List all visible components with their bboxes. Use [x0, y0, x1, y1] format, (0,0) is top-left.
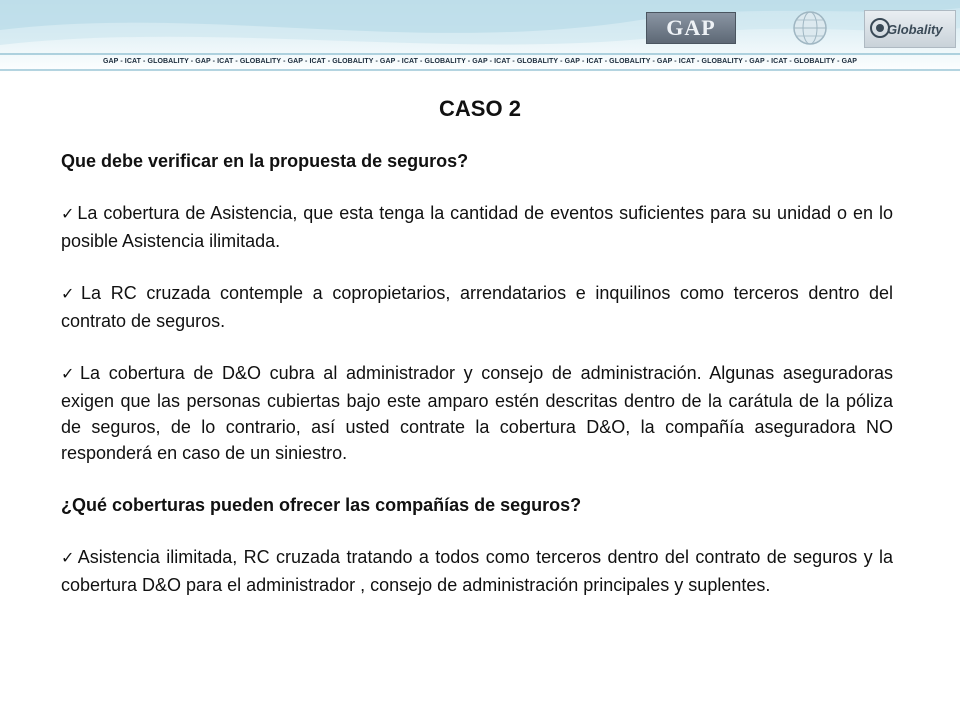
bullet-item: [61, 200, 893, 254]
gap-logo-text: GAP: [666, 15, 716, 40]
header-banner: [0, 0, 960, 74]
checkmark-icon: ✓: [61, 286, 80, 303]
checkmark-icon: ✓: [61, 206, 76, 223]
slide-content: [61, 148, 893, 598]
globality-mark-icon: [869, 17, 891, 39]
checkmark-icon: ✓: [61, 550, 76, 567]
globality-logo-text: Globality: [887, 21, 943, 37]
bullet-text: La cobertura de Asistencia, que esta tenga la cantidad de eventos suficientes para su unidad o en lo posible Asistencia ilimitada.: [61, 203, 893, 251]
bullet-text: La RC cruzada contemple a copropietarios, arrendatarios e inquilinos como terceros dentro del contrato de seguros.: [61, 283, 894, 331]
bullet-item: [61, 360, 893, 466]
globality-logo: [864, 10, 956, 48]
bullet-text: Asistencia ilimitada, RC cruzada tratando a todos como terceros dentro del contrato de seguros y la cobertura D&O para el administrador , consejo de administración principales y suplentes.: [61, 547, 893, 595]
question-1: Que debe verificar en la propuesta de seguros?: [61, 151, 469, 171]
bullet-text: La cobertura de D&O cubra al administrador y consejo de administración. Algunas aseguradoras exigen que las personas cubiertas bajo este amparo estén descritas dentro de la carátula de la póliza de seguros, de lo contrario, así usted contrate la cobertura D&O, la compañía aseguradora NO responderá en caso de un siniestro.: [61, 363, 894, 463]
icat-globe-logo: [780, 10, 840, 46]
bullet-item: [61, 544, 893, 598]
header-ticker: GAP - ICAT - GLOBALITY - GAP - ICAT - GLOBALITY - GAP - ICAT - GLOBALITY - GAP - ICAT - GLOBALITY - GAP - ICAT - GLOBALITY - GAP - ICAT - GLOBALITY - GAP - ICAT - GLOBALITY - GAP - ICAT - GLOBALITY - GAP: [102, 58, 858, 65]
slide-title: CASO 2: [439, 96, 521, 121]
bullet-item: [61, 280, 893, 334]
gap-logo: [646, 12, 736, 44]
question-2: ¿Qué coberturas pueden ofrecer las compañías de seguros?: [61, 495, 582, 515]
checkmark-icon: ✓: [61, 366, 79, 383]
